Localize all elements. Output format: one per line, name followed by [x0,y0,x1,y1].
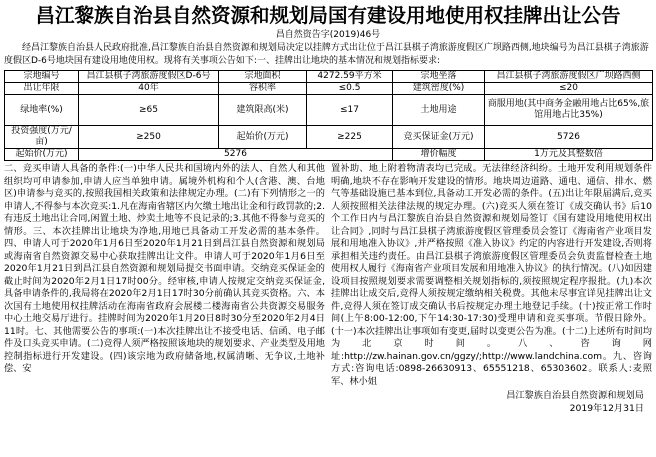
table-cell: 4272.59平方米 [307,71,393,83]
table-cell: 5726 [485,126,653,149]
signature-org: 昌江黎族自治县自然资源和规划局 [506,390,644,401]
table-cell: ≤20 [485,83,653,95]
table-cell: 1万元及其整数倍 [485,149,653,161]
table-cell: 竞买保证金(万元) [393,126,485,149]
table-cell: ≤0.5 [307,83,393,95]
notice-body [4,163,652,415]
table-cell: 40年 [79,83,219,95]
table-cell: 土地用途 [393,95,485,126]
body-text-left: 二、竞买申请人具备的条件:(一)中华人民共和国境内外的法人、自然人和其他组织均可申请参加,申请人应当单独申请。属境外机构和个人(含港、澳、台地区)申请参与竞买的,按照我国相关政策和法律规定办理。(二)有下列情形之一的申请人,不得参与本次竞买:1.凡在海南省辖区内欠缴土地出让金和行政罚款的;2.有违反土地出让合同,闲置土地、炒卖土地等不良记录的;3.其他不得参与竞买的情形。三、本次挂牌出让地块为净地,用地已具备动工开发必需的基本条件。四、申请人可于2020年1月6日至2020年1月21日到昌江县自然资源和规划局或海南省自然资源交易中心获取挂牌出让文件。申请人可于2020年1月6日至2020年1月21日到昌江县自然资源和规划局提交书面申请。交纳竞买保证金的截止时间为2020年2月1日17时00分。经审核,申请人按规定交纳竞买保证金,具备申请条件的,我局将在2020年2月1日17时30分前确认其竞买资格。六、本次国有土地使用权挂牌活动在海南省政府会展楼二楼海南省公共资源交易服务中心土地交易厅进行。挂牌时间为2020年1月20日8时30分至2020年2月4日11时。七、其他需要公告的事项:(一)本次挂牌出让不接受电话、信函、电子邮件及口头竞买申请。(二)竞得人须严格按照该地块的规划要求、产业类型及用地控制指标进行开发建设。(四)该宗地为政府储备地,权属清晰、无争议,土地补偿、安 [4,163,325,374]
table-row [5,95,653,126]
table-cell: ≥250 [79,126,219,149]
document-number: 昌自然资告字(2019)46号 [275,30,381,40]
table-cell: 宗地坐落 [393,71,485,83]
table-cell: 建筑密度(%) [393,83,485,95]
signature-block [331,390,652,415]
intro-paragraph: 经昌江黎族自治县人民政府批准,昌江黎族自治县自然资源和规划局决定以挂牌方式出让位于昌江县棋子湾旅游度假区广坝路西侧,地块编号为昌江县棋子湾旅游度假区D-6号地块国有建设用地使用权。现将有关事项公告如下:一、挂牌出让地块的基本情况和规划指标要求: [4,43,649,66]
table-row [5,71,653,83]
table-cell: 5276 [79,149,393,161]
table-cell: ≥225 [307,126,393,149]
table-cell: 增价幅度 [393,149,485,161]
table-cell: 起始价(万元) [5,149,79,161]
body-column-right [331,163,652,415]
table-cell: ≥65 [79,95,219,126]
table-cell: 昌江县棋子湾旅游度假区广坝路西侧 [485,71,653,83]
body-column-left [4,163,325,415]
table-row [5,126,653,149]
table-cell: 昌江县棋子湾旅游度假区D-6号 [79,71,219,83]
body-text-right: 置补助、地上附着物清表均已完成。无法律经济纠纷。土地开发利用规划条件明确,地块不存在影响开发建设的情形。地块周边道路、通电、通信、排水、燃气等基础设施已基本到位,具备动工开发必需的条件。(五)出让年限届满后,竞买人须按照相关法律法规的规定办理。(六)竞买人须在签订《成交确认书》后10个工作日内与昌江黎族自治县自然资源和规划局签订《国有建设用地使用权出让合同》,同时与昌江县棋子湾旅游度假区管理委员会签订《海南省产业项目发展和用地准入协议》,并严格按照《准入协议》约定的内容进行开发建设,否则将承担相关违约责任。由昌江县棋子湾旅游度假区管理委员会负责监督检查土地使用权人履行《海南省产业项目发展和用地准入协议》的执行情况。(八)如因建设项目按照规划要求需要调整相关规划指标的,须按照规定程序报批。(九)本次挂牌出让成交后,竞得人须按规定缴纳相关税费。其他未尽事宜详见挂牌出让文件,竞得人须在签订成交确认书后按规定办理土地登记手续。(十)按正常工作时间(上午8:00-12:00,下午14:30-17:30)受理申请和竞买事项。节假日除外。(十一)本次挂牌出让事项如有变更,届时以变更公告为准。(十二)上述所有时间均为北京时间。八、咨询网址:http://zw.hainan.gov.cn/ggzy/;http://www.landchina.com。九、咨询方式:咨询电话:0898-26630913、65551218、65303602。联系人:麦照军、林小姐 [331,163,652,387]
table-row [5,149,653,161]
signature-date: 2019年12月31日 [569,402,644,414]
table-cell: 宗地编号 [5,71,79,83]
table-row [5,83,653,95]
table-cell: 商服用地(其中商务金融用地占比65%,旅馆用地占比35%) [485,95,653,126]
table-cell: 出让年限 [5,83,79,95]
table-cell: 建筑限高(米) [219,95,307,126]
notice-title: 昌江黎族自治县自然资源和规划局国有建设用地使用权挂牌出让公告 [35,4,621,27]
parcel-info-table [4,70,653,161]
table-cell: 宗地面积 [219,71,307,83]
table-cell: 容积率 [219,83,307,95]
table-cell: 起始价(万元) [219,126,307,149]
table-cell: 绿地率(%) [5,95,79,126]
table-cell: ≤17 [307,95,393,126]
table-cell: 投资强度(万元/亩) [5,126,79,149]
